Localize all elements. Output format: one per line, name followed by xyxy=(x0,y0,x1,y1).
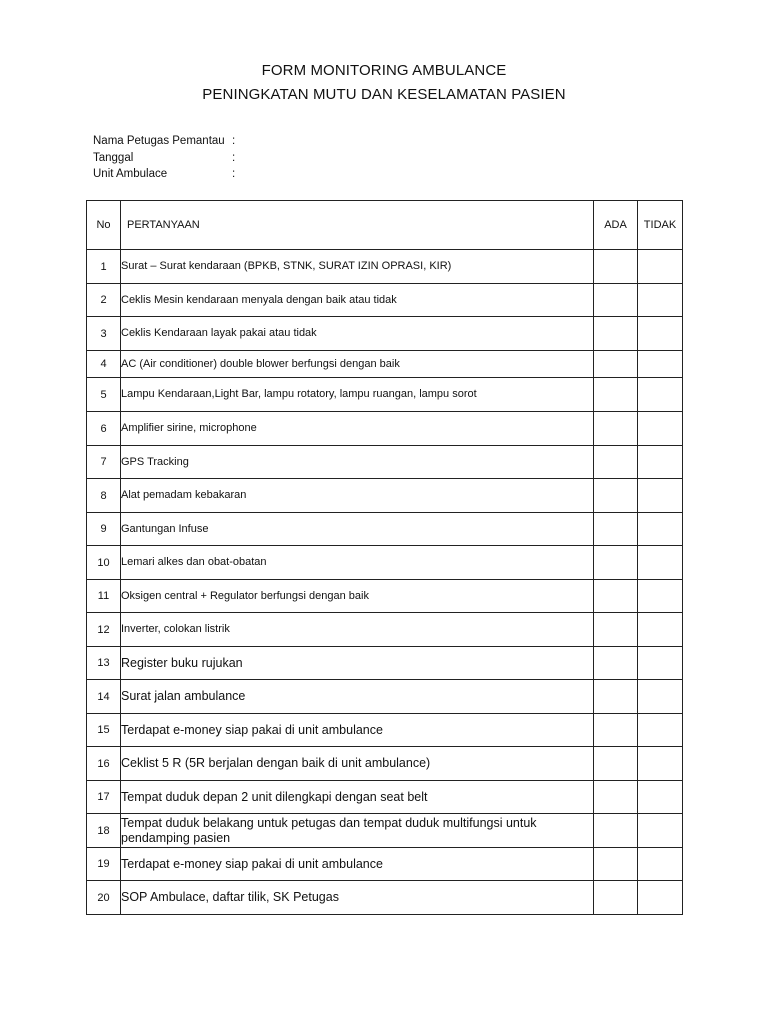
row-question: AC (Air conditioner) double blower berfungsi dengan baik xyxy=(121,351,594,378)
tidak-checkbox-cell[interactable] xyxy=(638,680,683,714)
tidak-checkbox-cell[interactable] xyxy=(638,714,683,747)
row-question: Lemari alkes dan obat-obatan xyxy=(121,546,594,580)
ada-checkbox-cell[interactable] xyxy=(594,317,638,351)
row-question: Surat – Surat kendaraan (BPKB, STNK, SURAT IZIN OPRASI, KIR) xyxy=(121,250,594,284)
row-question: Terdapat e-money siap pakai di unit ambulance xyxy=(121,848,594,881)
row-number: 2 xyxy=(87,284,121,317)
info-row-unit xyxy=(93,166,242,183)
table-row xyxy=(87,848,683,881)
row-number: 18 xyxy=(87,814,121,848)
info-row-petugas xyxy=(93,133,242,150)
row-number: 11 xyxy=(87,580,121,613)
table-row xyxy=(87,284,683,317)
row-number: 14 xyxy=(87,680,121,714)
ada-checkbox-cell[interactable] xyxy=(594,647,638,680)
table-row xyxy=(87,814,683,848)
info-row-tanggal xyxy=(93,150,242,167)
tidak-checkbox-cell[interactable] xyxy=(638,378,683,412)
table-row xyxy=(87,781,683,814)
row-number: 3 xyxy=(87,317,121,351)
tidak-checkbox-cell[interactable] xyxy=(638,647,683,680)
ada-checkbox-cell[interactable] xyxy=(594,479,638,513)
header-ada: ADA xyxy=(594,201,638,250)
tidak-checkbox-cell[interactable] xyxy=(638,881,683,915)
table-header-row xyxy=(87,201,683,250)
table-row xyxy=(87,881,683,915)
tidak-checkbox-cell[interactable] xyxy=(638,580,683,613)
header-no: No xyxy=(87,201,121,250)
tidak-checkbox-cell[interactable] xyxy=(638,814,683,848)
table-row xyxy=(87,412,683,446)
row-question: Amplifier sirine, microphone xyxy=(121,412,594,446)
row-number: 15 xyxy=(87,714,121,747)
row-number: 19 xyxy=(87,848,121,881)
ada-checkbox-cell[interactable] xyxy=(594,446,638,479)
ada-checkbox-cell[interactable] xyxy=(594,848,638,881)
ada-checkbox-cell[interactable] xyxy=(594,613,638,647)
table-row xyxy=(87,714,683,747)
table-row xyxy=(87,479,683,513)
header-question: PERTANYAAN xyxy=(121,201,594,250)
tidak-checkbox-cell[interactable] xyxy=(638,351,683,378)
tidak-checkbox-cell[interactable] xyxy=(638,781,683,814)
ada-checkbox-cell[interactable] xyxy=(594,378,638,412)
table-row xyxy=(87,317,683,351)
row-question: Ceklist 5 R (5R berjalan dengan baik di unit ambulance) xyxy=(121,747,594,781)
row-question: Ceklis Kendaraan layak pakai atau tidak xyxy=(121,317,594,351)
row-number: 20 xyxy=(87,881,121,915)
info-label-tanggal: Tanggal xyxy=(93,151,134,164)
tidak-checkbox-cell[interactable] xyxy=(638,747,683,781)
row-question: GPS Tracking xyxy=(121,446,594,479)
row-question: Surat jalan ambulance xyxy=(121,680,594,714)
ada-checkbox-cell[interactable] xyxy=(594,747,638,781)
tidak-checkbox-cell[interactable] xyxy=(638,513,683,546)
ada-checkbox-cell[interactable] xyxy=(594,580,638,613)
table-row xyxy=(87,250,683,284)
row-number: 5 xyxy=(87,378,121,412)
row-question: Gantungan Infuse xyxy=(121,513,594,546)
info-colon: : xyxy=(232,151,236,164)
table-row xyxy=(87,580,683,613)
ada-checkbox-cell[interactable] xyxy=(594,351,638,378)
table-row xyxy=(87,546,683,580)
table-row xyxy=(87,747,683,781)
ada-checkbox-cell[interactable] xyxy=(594,714,638,747)
row-number: 17 xyxy=(87,781,121,814)
row-question: Lampu Kendaraan,Light Bar, lampu rotatory, lampu ruangan, lampu sorot xyxy=(121,378,594,412)
row-question: Oksigen central + Regulator berfungsi dengan baik xyxy=(121,580,594,613)
ada-checkbox-cell[interactable] xyxy=(594,546,638,580)
row-number: 9 xyxy=(87,513,121,546)
row-number: 6 xyxy=(87,412,121,446)
info-colon: : xyxy=(232,135,236,147)
checklist-table xyxy=(86,200,683,915)
tidak-checkbox-cell[interactable] xyxy=(638,446,683,479)
row-number: 13 xyxy=(87,647,121,680)
row-number: 8 xyxy=(87,479,121,513)
table-row xyxy=(87,680,683,714)
info-colon: : xyxy=(232,168,236,180)
row-question: Register buku rujukan xyxy=(121,647,594,680)
row-question: Terdapat e-money siap pakai di unit ambulance xyxy=(121,714,594,747)
row-number: 16 xyxy=(87,747,121,781)
tidak-checkbox-cell[interactable] xyxy=(638,848,683,881)
tidak-checkbox-cell[interactable] xyxy=(638,613,683,647)
form-title: FORM MONITORING AMBULANCE xyxy=(261,62,507,79)
form-subtitle: PENINGKATAN MUTU DAN KESELAMATAN PASIEN xyxy=(202,86,566,103)
tidak-checkbox-cell[interactable] xyxy=(638,284,683,317)
row-question: Inverter, colokan listrik xyxy=(121,613,594,647)
tidak-checkbox-cell[interactable] xyxy=(638,546,683,580)
table-row xyxy=(87,647,683,680)
ada-checkbox-cell[interactable] xyxy=(594,814,638,848)
ada-checkbox-cell[interactable] xyxy=(594,781,638,814)
header-tidak: TIDAK xyxy=(638,201,683,250)
row-number: 10 xyxy=(87,546,121,580)
table-row xyxy=(87,613,683,647)
tidak-checkbox-cell[interactable] xyxy=(638,317,683,351)
table-row xyxy=(87,446,683,479)
tidak-checkbox-cell[interactable] xyxy=(638,479,683,513)
ada-checkbox-cell[interactable] xyxy=(594,513,638,546)
info-block xyxy=(93,133,242,183)
row-question: Tempat duduk depan 2 unit dilengkapi dengan seat belt xyxy=(121,781,594,814)
row-question: Ceklis Mesin kendaraan menyala dengan baik atau tidak xyxy=(121,284,594,317)
ada-checkbox-cell[interactable] xyxy=(594,284,638,317)
table-row xyxy=(87,513,683,546)
tidak-checkbox-cell[interactable] xyxy=(638,412,683,446)
ada-checkbox-cell[interactable] xyxy=(594,881,638,915)
ada-checkbox-cell[interactable] xyxy=(594,250,638,284)
ada-checkbox-cell[interactable] xyxy=(594,680,638,714)
row-number: 12 xyxy=(87,613,121,647)
table-row xyxy=(87,378,683,412)
ada-checkbox-cell[interactable] xyxy=(594,412,638,446)
tidak-checkbox-cell[interactable] xyxy=(638,250,683,284)
row-number: 4 xyxy=(87,351,121,378)
row-number: 1 xyxy=(87,250,121,284)
row-number: 7 xyxy=(87,446,121,479)
info-label-petugas: Nama Petugas Pemantau xyxy=(93,135,225,147)
table-row xyxy=(87,351,683,378)
row-question: Tempat duduk belakang untuk petugas dan tempat duduk multifungsi untuk pendamping pasien xyxy=(121,814,594,848)
row-question: Alat pemadam kebakaran xyxy=(121,479,594,513)
info-label-unit: Unit Ambulace xyxy=(93,168,168,180)
row-question: SOP Ambulace, daftar tilik, SK Petugas xyxy=(121,881,594,915)
